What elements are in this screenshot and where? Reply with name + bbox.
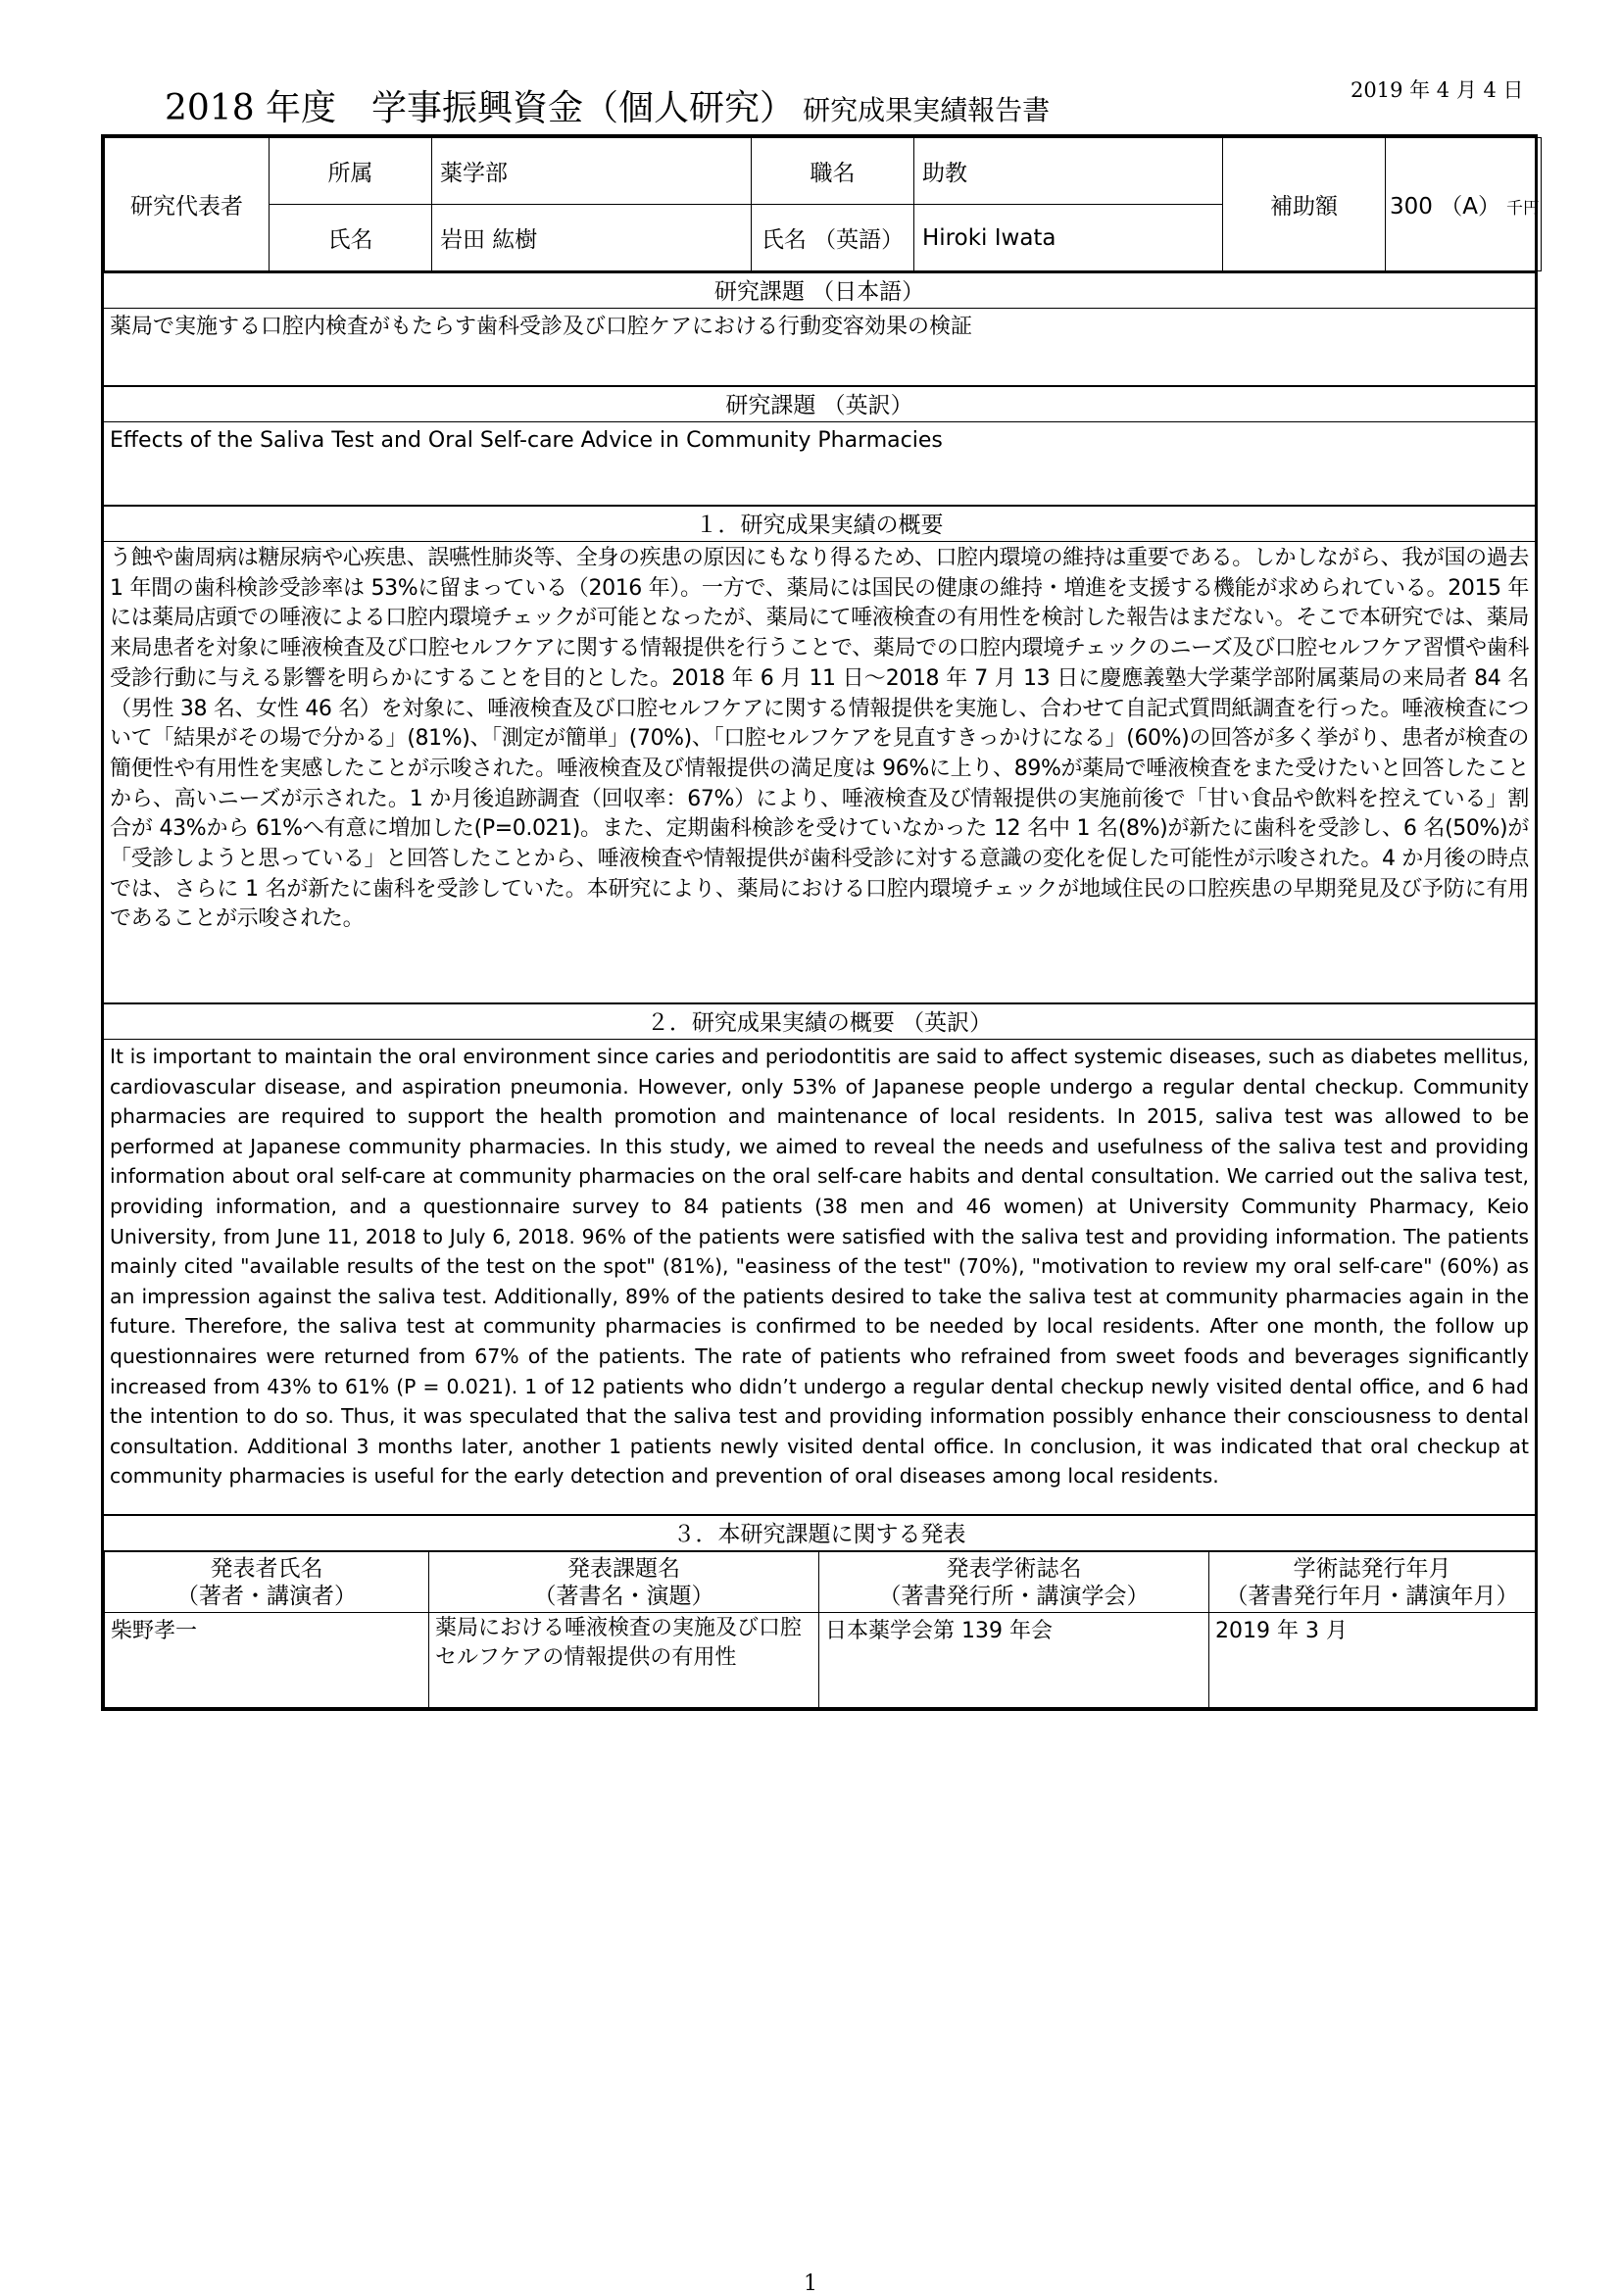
pub-col-author [105,1552,429,1613]
grant-unit: 千円 [1505,199,1540,219]
pub-col-venue-line2: （著書発行所・講演学会） [878,1583,1150,1609]
section-title-en-header: 研究課題 （英訳） [104,385,1535,422]
section-title-jp-body: 薬局で実施する口腔内検査がもたらす歯科受診及び口腔ケアにおける行動変容効果の検証 [110,315,973,339]
name-label: 氏名 [270,205,432,271]
section-summary-en-body: It is important to maintain the oral environment since caries and periodontitis are said to affect systemic diseases, such as diabetes mellitus, cardiovascular disease, and aspiration pneumonia. However, only 53% of Japanese people undergo a regular dental checkup. Community pharmacies are required to support the health promotion and maintenance of local residents. In 2015, saliva test was allowed to be performed at Japanese community pharmacies. In this study, we aimed to reveal the needs and usefulness of the saliva test and providing information about oral self-care at community pharmacies on the oral self-care habits and dental consultation. We carried out the saliva test, providing information, and a questionnaire survey to 84 patients (38 men and 46 women) at University Community Pharmacy, Keio University, from June 11, 2018 to July 6, 2018. 96% of the patients were satisfied with the saliva test and providing information. The patients mainly cited "available results of the test on the spot" (81%), "easiness of the test" (70%), "motivation to review my oral self-care" (60%) as an impression against the saliva test. Additionally, 89% of the patients desired to take the saliva test at community pharmacies again in the future. Therefore, the saliva test at community pharmacies is confirmed to be needed by local residents. After one month, the follow up questionnaires were returned from 67% of the patients. The rate of patients who refrained from sweet foods and beverages significantly increased from 43% to 61% (P = 0.021). 1 of 12 patients who didn’t undergo a regular dental checkup newly visited dental office, and 6 had the intention to do so. Thus, it was speculated that the saliva test and providing information possibly enhance their consciousness to dental consultation. Additional 3 months later, another 1 patients newly visited dental office. In conclusion, it was indicated that oral checkup at community pharmacies is useful for the early detection and prevention of oral diseases among local residents. [110,1045,1529,1489]
pub-col-author-line1: 発表者氏名 [210,1555,323,1582]
title-main: 2018 年度 学事振興資金（個人研究） [165,88,796,128]
rep-label: 研究代表者 [105,138,270,271]
pub-col-author-line2: （著者・講演者） [176,1583,357,1609]
pub-title: 薬局における唾液検査の実施及び口腔セルフケアの情報提供の有用性 [429,1613,819,1708]
grant-value [1386,138,1542,271]
report-form [101,134,1538,1711]
pub-date: 2019 年 3 月 [1209,1613,1536,1708]
position-value: 助教 [914,138,1223,205]
pub-col-title-line1: 発表課題名 [567,1555,680,1582]
grant-amount: 300 （A） [1390,194,1500,220]
document-title [165,80,1050,130]
publications-table [104,1551,1536,1708]
report-date: 2019 年 4 月 4 日 [1351,78,1524,102]
pub-col-venue-line1: 発表学術誌名 [946,1555,1082,1582]
name-value: 岩田 紘樹 [432,205,752,271]
section-publications-header: ３．本研究課題に関する発表 [104,1514,1535,1551]
pub-col-date [1209,1552,1536,1613]
position-label: 職名 [752,138,914,205]
pub-col-venue [819,1552,1209,1613]
grant-label: 補助額 [1223,138,1386,271]
name-en-label: 氏名 （英語） [752,205,914,271]
pub-author: 柴野孝一 [105,1613,429,1708]
title-sub: 研究成果実績報告書 [803,94,1051,126]
pub-col-date-line1: 学術誌発行年月 [1293,1555,1451,1582]
researcher-info-table [104,137,1542,271]
section-title-jp-header: 研究課題 （日本語） [104,271,1535,309]
section-summary-jp-header: １．研究成果実績の概要 [104,505,1535,542]
affiliation-value: 薬学部 [432,138,752,205]
affiliation-label: 所属 [270,138,432,205]
page-number: 1 [804,2272,817,2296]
section-summary-jp-body: う蝕や歯周病は糖尿病や心疾患、誤嚥性肺炎等、全身の疾患の原因にもなり得るため、口腔内環境の維持は重要である。しかしながら、我が国の過去 1 年間の歯科検診受診率は 53%に留まっている（2016 年）。一方で、薬局には国民の健康の維持・増進を支援する機能が求められている。2015 年には薬局店頭での唾液による口腔内環境チェックが可能となったが、薬局にて唾液検査の有用性を検討した報告はまだない。そこで本研究では、薬局来局患者を対象に唾液検査及び口腔セルフケアに関する情報提供を行うことで、薬局での口腔内環境チェックのニーズ及び口腔セルフケア習慣や歯科受診行動に与える影響を明らかにすることを目的とした。2018 年 6 月 11 日～2018 年 7 月 13 日に慶應義塾大学薬学部附属薬局の来局者 84 名（男性 38 名、女性 46 名）を対象に、唾液検査及び口腔セルフケアに関する情報提供を実施し、合わせて自記式質問紙調査を行った。唾液検査について「結果がその場で分かる」(81%)、「測定が簡単」(70%)、「口腔セルフケアを見直すきっかけになる」(60%)の回答が多く挙がり、患者が検査の簡便性や有用性を実感したことが示唆された。唾液検査及び情報提供の満足度は 96%に上り、89%が薬局で唾液検査をまた受けたいと回答したことから、高いニーズが示された。1 か月後追跡調査（回収率：67%）により、唾液検査及び情報提供の実施前後で「甘い食品や飲料を控えている」割合が 43%から 61%へ有意に増加した(P=0.021)。また、定期歯科検診を受けていなかった 12 名中 1 名(8%)が新たに歯科を受診し、6 名(50%)が「受診しようと思っている」と回答したことから、唾液検査や情報提供が歯科受診に対する意識の変化を促した可能性が示唆された。4 か月後の時点では、さらに 1 名が新たに歯科を受診していた。本研究により、薬局における口腔内環境チェックが地域住民の口腔疾患の早期発見及び予防に有用であることが示唆された。 [110,546,1529,932]
pub-col-date-line2: （著書発行年月・講演年月） [1225,1583,1519,1609]
pub-col-title-line2: （著書名・演題） [533,1583,714,1609]
pub-col-title [429,1552,819,1613]
name-en-value: Hiroki Iwata [914,205,1223,271]
table-row [105,1613,1536,1708]
pub-venue: 日本薬学会第 139 年会 [819,1613,1209,1708]
section-title-en-body: Effects of the Saliva Test and Oral Self-care Advice in Community Pharmacies [110,428,943,453]
section-summary-en-header: ２．研究成果実績の概要 （英訳） [104,1002,1535,1040]
